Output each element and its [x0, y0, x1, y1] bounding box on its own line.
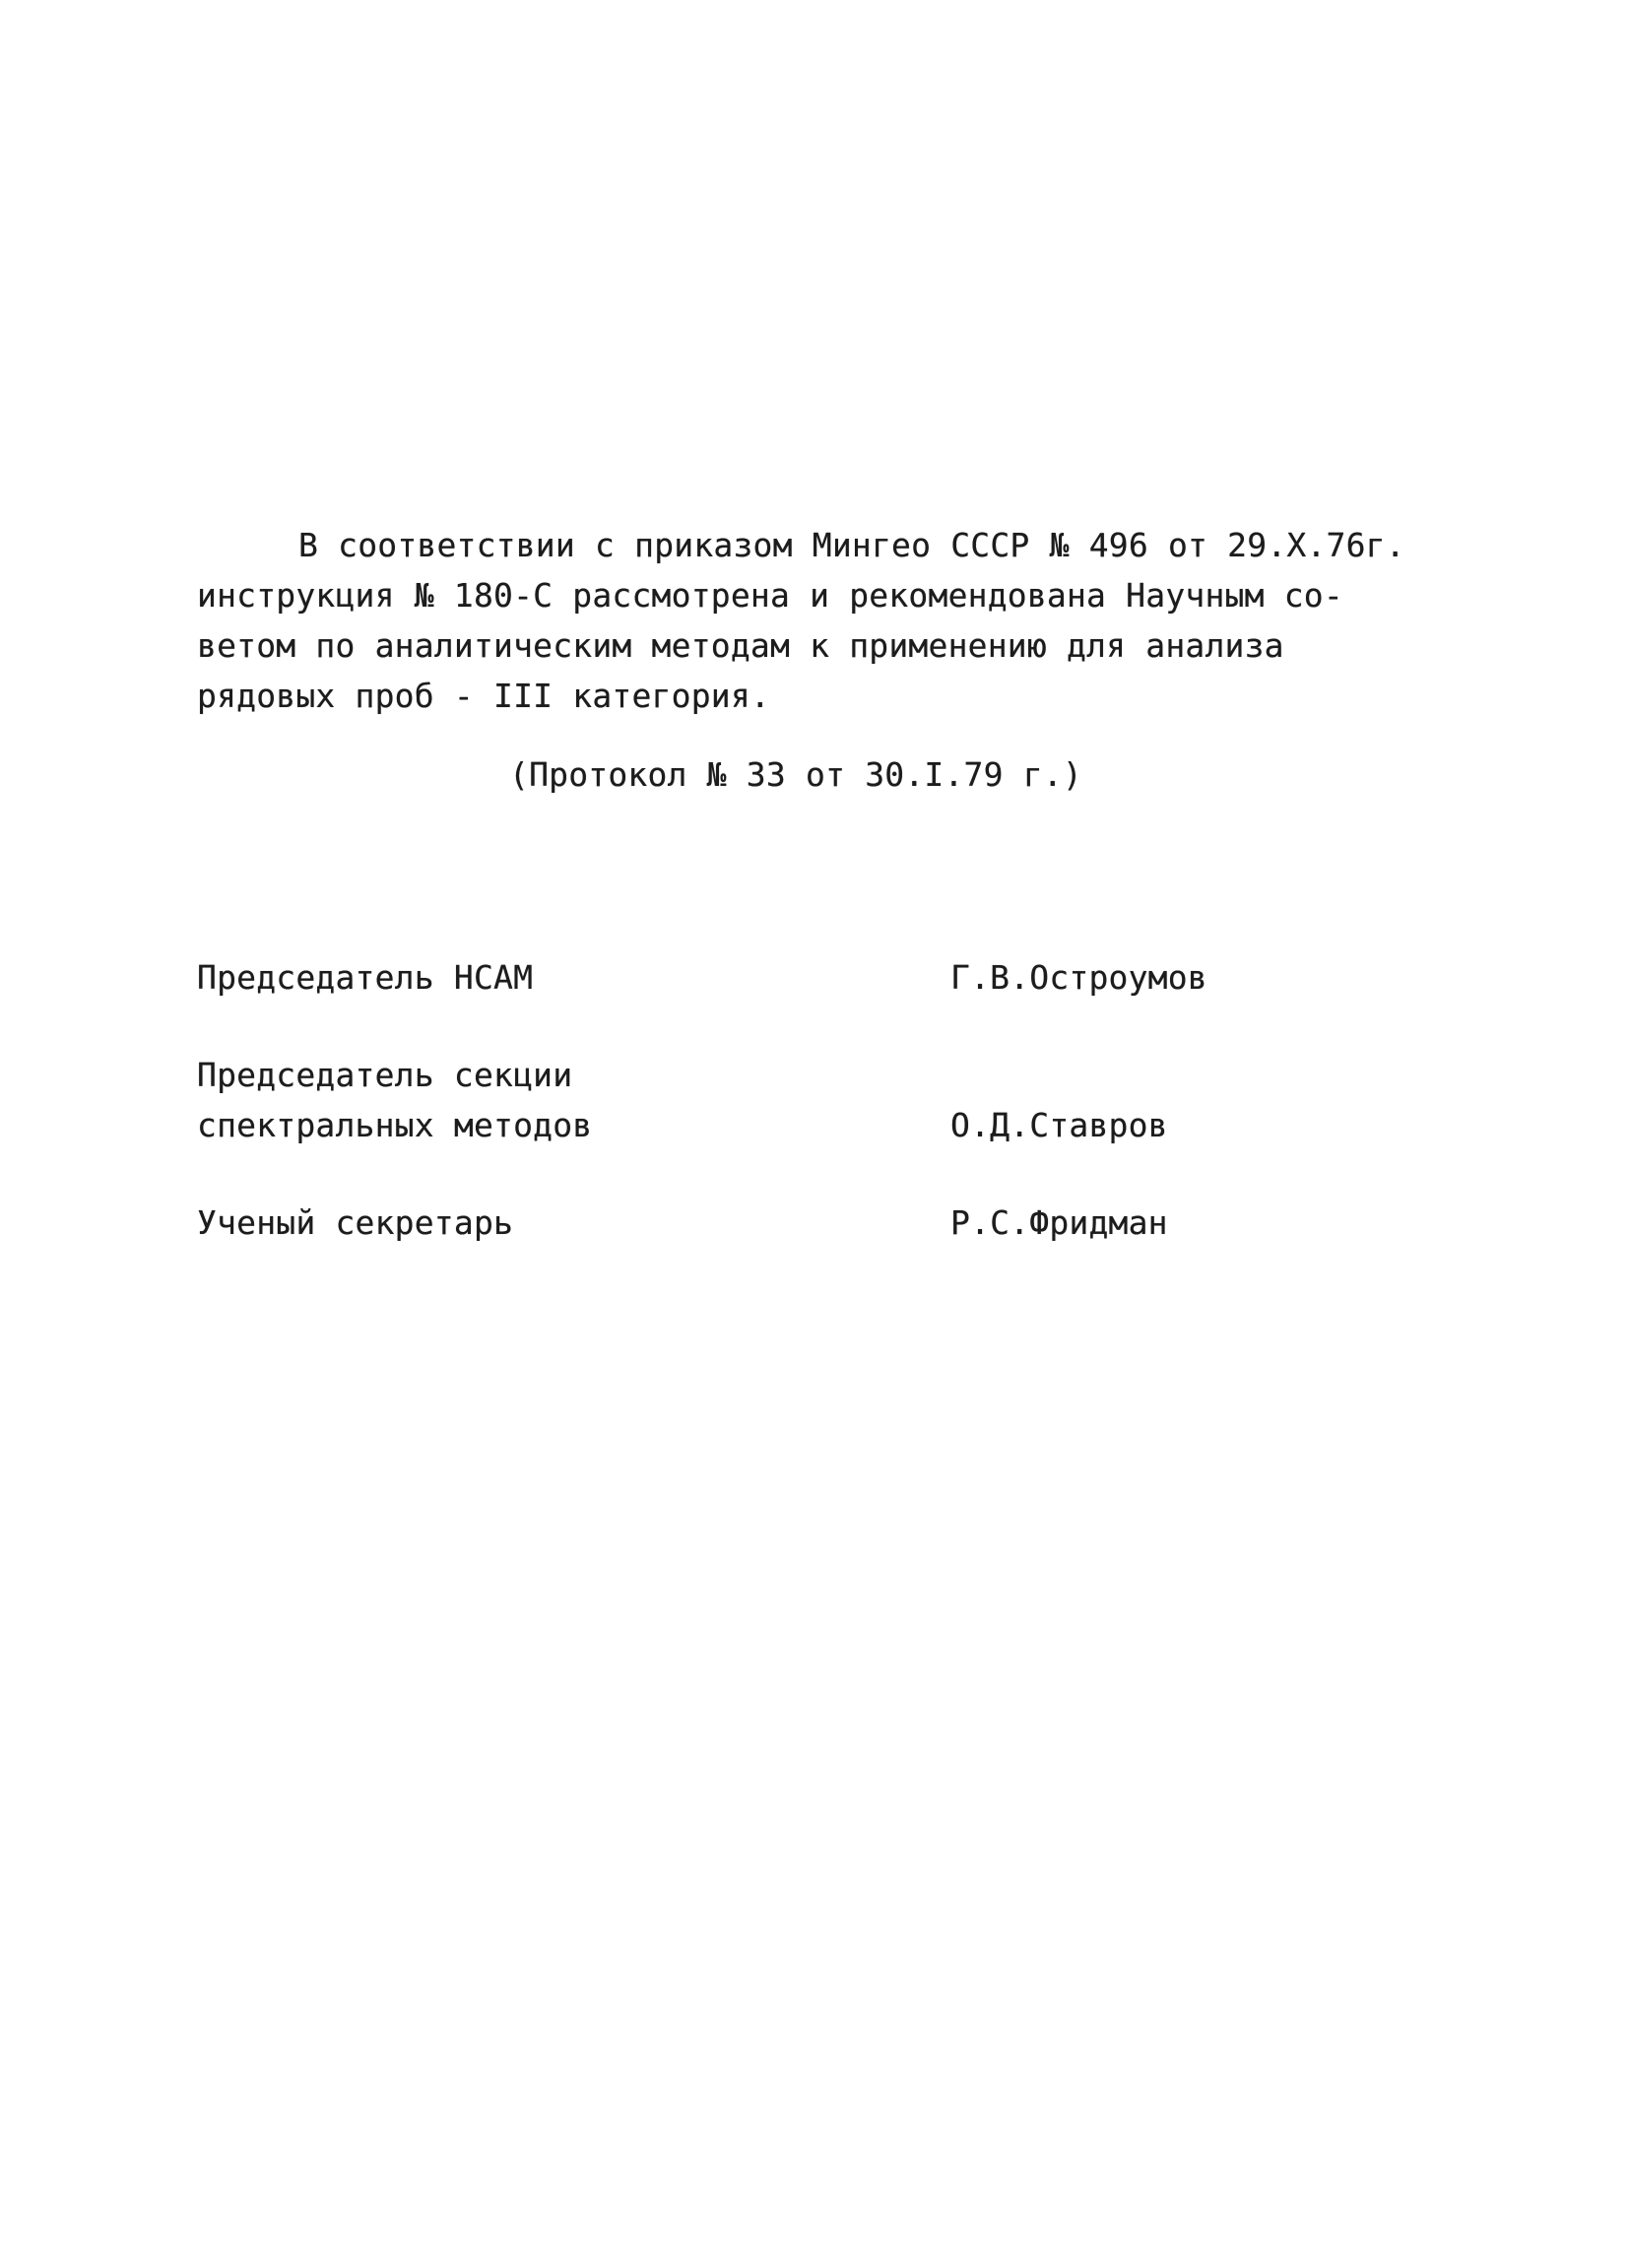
- approval-text-line-1: В соответствии с приказом Мингео СССР № 496 от 29.X.76г.: [298, 526, 1405, 564]
- signatory-role: Председатель секции: [197, 1056, 573, 1094]
- protocol-reference: (Протокол № 33 от 30.I.79 г.): [509, 755, 1082, 794]
- signatory-name: О.Д.Ставров: [950, 1106, 1168, 1144]
- signatory-name: Г.В.Остроумов: [950, 958, 1207, 997]
- approval-text-line-2: инструкция № 180-С рассмотрена и рекомендована Научным со-: [197, 576, 1343, 615]
- signatory-role-line-2: спектральных методов: [197, 1106, 593, 1144]
- signatory-name: Р.С.Фридман: [950, 1203, 1168, 1242]
- signatory-role: Ученый секретарь: [197, 1203, 514, 1242]
- approval-text-line-4: рядовых проб - III категория.: [197, 677, 770, 715]
- approval-text-line-3: ветом по аналитическим методам к применению для анализа: [197, 626, 1284, 665]
- signatory-role: Председатель НСАМ: [197, 958, 534, 997]
